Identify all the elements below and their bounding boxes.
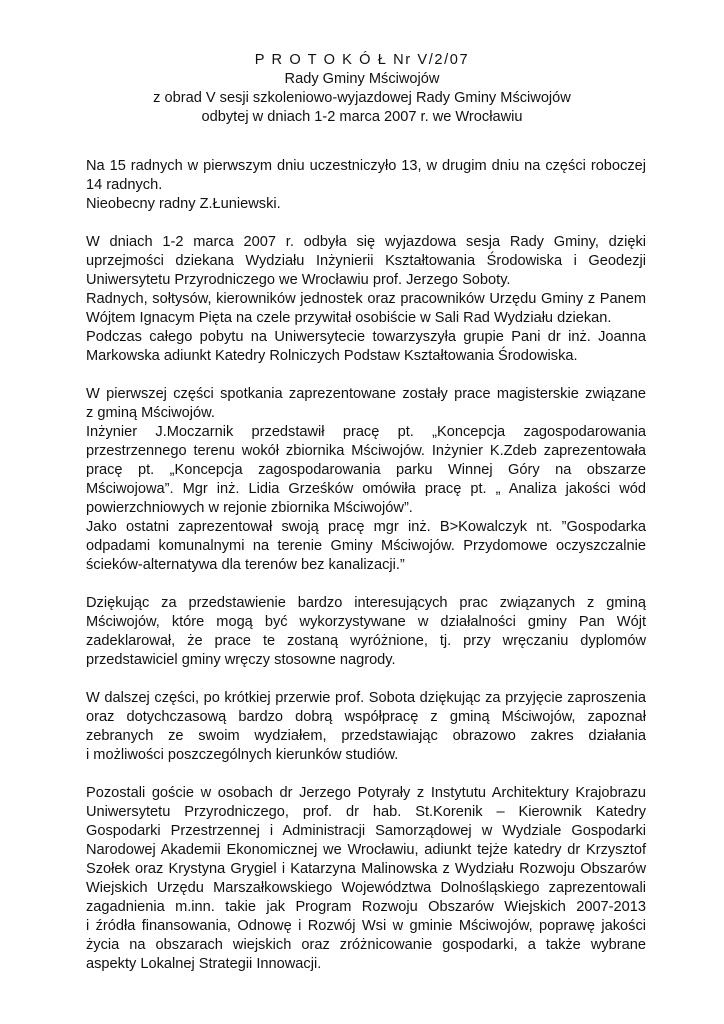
text-line: Pozostali goście w osobach dr Jerzego Potyrały z Instytutu Architektury Krajobrazu bbox=[86, 785, 646, 801]
text-line: zadeklarował, że prace te zostaną wyróżnione, tj. przy wręczaniu dyplomów bbox=[86, 633, 646, 649]
text-line: W dalszej części, po krótkiej przerwie prof. Sobota dziękując za przyjęcie zaproszenia bbox=[86, 690, 646, 706]
document-body bbox=[86, 157, 646, 974]
text-line: Dziękując za przedstawienie bardzo interesujących prac związanych z gminą bbox=[86, 595, 646, 611]
paragraph-attendance bbox=[86, 157, 646, 214]
text-line: uprzejmości dziekana Wydziału Inżynierii Kształtowania Środowiska i Geodezji bbox=[86, 253, 646, 269]
text-line: Na 15 radnych w pierwszym dniu uczestniczyło 13, w drugim dniu na części roboczej bbox=[86, 158, 646, 174]
text-line: Narodowej Akademii Ekonomicznej we Wrocławiu, adiunkt tejże katedry dr Krzysztof bbox=[86, 842, 646, 858]
document-header bbox=[78, 51, 646, 127]
text-line: Szołek oraz Krystyna Grygiel i Katarzyna Malinowska z Wydziału Rozwoju Obszarów bbox=[86, 861, 646, 877]
text-line: Jako ostatni zaprezentował swoją pracę mgr inż. B>Kowalczyk nt. ”Gospodarka bbox=[86, 519, 646, 535]
text-line: z gminą Mściwojów. bbox=[86, 405, 215, 421]
text-line: aspekty Lokalnej Strategii Innowacji. bbox=[86, 956, 322, 972]
text-line: powierzchniowych w rejonie zbiornika Mściwojów”. bbox=[86, 500, 413, 516]
text-line: Gospodarki Przestrzennej i Administracji Samorządowej w Wydziale Gospodarki bbox=[86, 823, 646, 839]
text-line: Markowska adiunkt Katedry Rolniczych Podstaw Kształtowania Środowiska. bbox=[86, 348, 578, 364]
text-line: i źródła finansowania, Odnowę i Rozwój Wsi w gminie Mściwojów, poprawę jakości bbox=[86, 918, 646, 934]
paragraph-session-intro bbox=[86, 233, 646, 366]
text-line: odpadami komunalnymi na terenie Gminy Mściwojów. Przydomowe oczyszczalnie bbox=[86, 538, 646, 554]
text-line: Podczas całego pobytu na Uniwersytecie towarzyszyła grupie Pani dr inż. Joanna bbox=[86, 329, 646, 345]
text-line: życia na obszarach wiejskich oraz zróżnicowanie gospodarki, a także wybrane bbox=[86, 937, 646, 953]
text-line: W dniach 1-2 marca 2007 r. odbyła się wyjazdowa sesja Rady Gminy, dzięki bbox=[86, 234, 646, 250]
text-line: W pierwszej części spotkania zaprezentowane zostały prace magisterskie związane bbox=[86, 386, 646, 402]
text-line: Radnych, sołtysów, kierowników jednostek oraz pracowników Urzędu Gminy z Panem bbox=[86, 291, 646, 307]
paragraph-theses bbox=[86, 385, 646, 575]
text-line: 14 radnych. bbox=[86, 177, 163, 193]
text-line: Inżynier J.Moczarnik przedstawił pracę pt. „Koncepcja zagospodarowania bbox=[86, 424, 646, 440]
paragraph-thanks bbox=[86, 594, 646, 670]
text-line: Mściwojów, które mogą być wykorzystywane w działalności gminy Pan Wójt bbox=[86, 614, 646, 630]
text-line: Mściwojowa”. Mgr inż. Lidia Grześków omówiła pracę pt. „ Analiza jakości wód bbox=[86, 481, 646, 497]
text-line: Wiejskich Urzędu Marszałkowskiego Województwa Dolnośląskiego zaprezentowali bbox=[86, 880, 646, 896]
text-line: oraz dotychczasową bardzo dobrą współpracę z gminą Mściwojów, zapoznał bbox=[86, 709, 646, 725]
text-line: i możliwości poszczególnych kierunków studiów. bbox=[86, 747, 399, 763]
paragraph-guests bbox=[86, 784, 646, 974]
text-line: przedstawiciel gminy wręczy stosowne nagrody. bbox=[86, 652, 396, 668]
session-description: z obrad V sesji szkoleniowo-wyjazdowej Rady Gminy Mściwojów bbox=[153, 90, 571, 106]
protocol-title: P R O T O K Ó Ł Nr V/2/07 bbox=[254, 52, 470, 68]
text-line: ścieków-alternatywa dla terenów bez kanalizacji.” bbox=[86, 557, 405, 573]
council-name: Rady Gminy Mściwojów bbox=[284, 71, 440, 87]
text-line: Wójtem Ignacym Pięta na czele przywitał osobiście w Sali Rad Wydziału dziekan. bbox=[86, 310, 612, 326]
text-line: zebranych ze swoim wydziałem, przedstawiając obrazowo zakres działania bbox=[86, 728, 646, 744]
session-date-place: odbytej w dniach 1-2 marca 2007 r. we Wrocławiu bbox=[201, 109, 523, 125]
text-line: pracę pt. „Koncepcja zagospodarowania parku Winnej Góry na obszarze bbox=[86, 462, 646, 478]
text-line: Nieobecny radny Z.Łuniewski. bbox=[86, 196, 281, 212]
paragraph-faculty bbox=[86, 689, 646, 765]
text-line: Uniwersytetu Przyrodniczego we Wrocławiu prof. Jerzego Soboty. bbox=[86, 272, 511, 288]
text-line: Uniwersytetu Przyrodniczego, prof. dr hab. St.Korenik – Kierownik Katedry bbox=[86, 804, 646, 820]
text-line: przestrzennego terenu wokół zbiornika Mściwojów. Inżynier K.Zdeb zaprezentowała bbox=[86, 443, 646, 459]
text-line: zagadnienia m.inn. takie jak Program Rozwoju Obszarów Wiejskich 2007-2013 bbox=[86, 899, 646, 915]
